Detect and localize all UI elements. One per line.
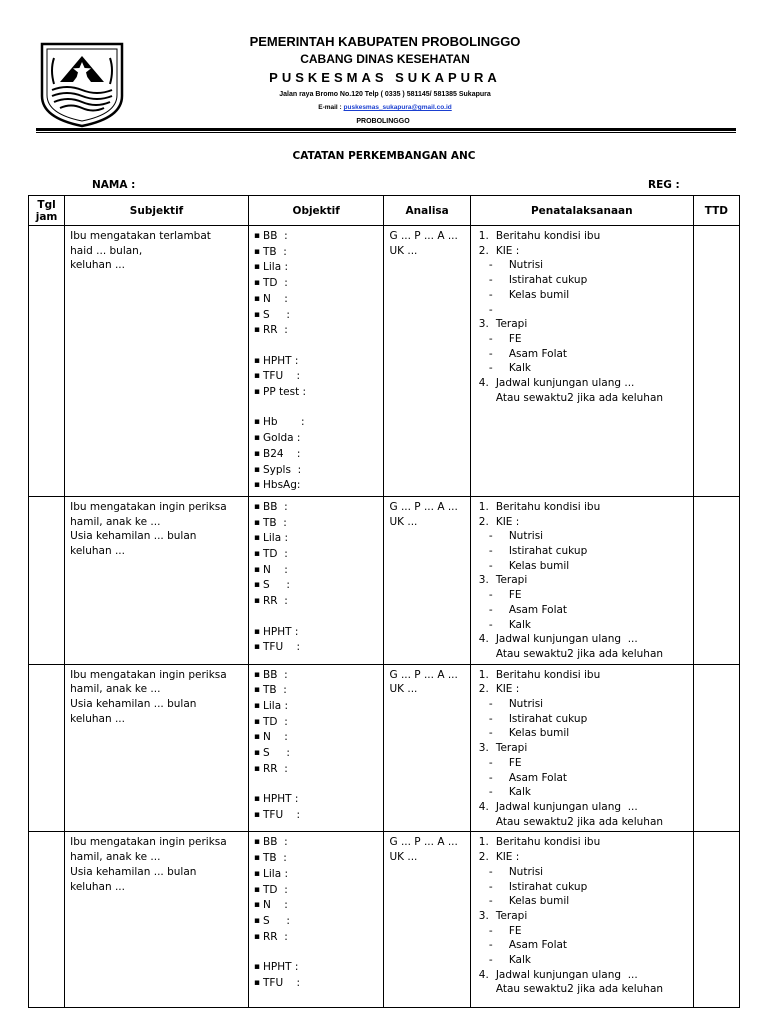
plan-numbered-item bbox=[471, 317, 689, 332]
anc-table bbox=[28, 195, 740, 1008]
table-row bbox=[29, 664, 740, 832]
dash-bullet: - bbox=[488, 288, 493, 301]
dash-bullet: - bbox=[488, 880, 493, 893]
objektif-spacer bbox=[254, 401, 380, 416]
plan-sub-text: Istirahat cukup bbox=[508, 545, 588, 558]
address: Jalan raya Bromo No.120 Telp ( 0335 ) 581145/ 581385 Sukapura bbox=[279, 91, 491, 98]
plan-continuation: Atau sewaktu2 jika ada keluhan bbox=[495, 815, 664, 828]
objektif-label: Lila : bbox=[263, 700, 289, 713]
plan-item-text: Terapi bbox=[495, 909, 528, 922]
plan-item-number: 3. bbox=[478, 318, 489, 331]
objektif-spacer bbox=[254, 778, 380, 793]
table-header-row bbox=[29, 196, 740, 226]
subjektif-line: Ibu mengatakan ingin periksa bbox=[70, 500, 227, 513]
plan-item-number: 1. bbox=[478, 668, 489, 681]
subjektif-line: keluhan ... bbox=[70, 545, 125, 558]
dash-bullet: - bbox=[488, 530, 493, 543]
plan-item-number: 2. bbox=[478, 244, 489, 257]
objektif-label: TFU : bbox=[263, 808, 301, 821]
objektif-label: TB : bbox=[263, 516, 287, 529]
objektif-label: BB : bbox=[263, 500, 288, 513]
objektif-label: S : bbox=[263, 308, 290, 321]
plan-sub-item bbox=[471, 559, 689, 574]
dash-bullet: - bbox=[488, 865, 493, 878]
analisa-line: G ... P ... A ... bbox=[389, 836, 458, 849]
objektif-item bbox=[254, 323, 380, 339]
subjektif-line: keluhan ... bbox=[70, 259, 125, 272]
plan-sub-text: Asam Folat bbox=[508, 603, 568, 616]
objektif-label: HPHT : bbox=[263, 625, 299, 638]
plan-numbered-item bbox=[471, 909, 689, 924]
objektif-item bbox=[254, 594, 380, 610]
objektif-item bbox=[254, 578, 380, 594]
plan-item-text: Terapi bbox=[495, 742, 528, 755]
plan-sub-text: FE bbox=[508, 924, 522, 937]
plan-sub-item bbox=[471, 303, 689, 318]
plan-sub-item bbox=[471, 332, 689, 347]
plan-sub-item bbox=[471, 712, 689, 727]
email-line bbox=[220, 102, 550, 114]
objektif-spacer bbox=[254, 945, 380, 960]
objektif-label: TFU : bbox=[263, 976, 301, 989]
dash-bullet: - bbox=[488, 362, 493, 375]
objektif-spacer bbox=[254, 339, 380, 354]
objektif-item bbox=[254, 516, 380, 532]
dash-bullet: - bbox=[488, 274, 493, 287]
subjektif-line: hamil, anak ke ... bbox=[70, 683, 161, 696]
plan-item-number: 2. bbox=[478, 515, 489, 528]
objektif-label: TD : bbox=[263, 277, 288, 290]
dash-bullet: - bbox=[488, 347, 493, 360]
objektif-label: TB : bbox=[263, 684, 287, 697]
plan-numbered-item bbox=[471, 376, 689, 391]
plan-sub-item bbox=[471, 697, 689, 712]
plan-sub-item bbox=[471, 785, 689, 800]
dash-bullet: - bbox=[488, 712, 493, 725]
objektif-label: TD : bbox=[263, 883, 288, 896]
objektif-item bbox=[254, 292, 380, 308]
email-link[interactable]: puskesmas_sukapura@gmail.co.id bbox=[343, 104, 452, 111]
plan-continuation: Atau sewaktu2 jika ada keluhan bbox=[495, 647, 664, 660]
objektif-label: S : bbox=[263, 747, 290, 760]
plan-item-text: KIE : bbox=[495, 515, 520, 528]
plan-item-text: Terapi bbox=[495, 574, 528, 587]
dash-bullet: - bbox=[488, 771, 493, 784]
dash-bullet: - bbox=[488, 924, 493, 937]
plan-sub-text: Asam Folat bbox=[508, 771, 568, 784]
analisa-cell[interactable] bbox=[384, 226, 470, 497]
institution-name: PUSKESMAS SUKAPURA bbox=[269, 70, 501, 85]
plan-item-text: Beritahu kondisi ibu bbox=[495, 836, 601, 849]
subjektif-cell[interactable] bbox=[65, 226, 249, 497]
plan-sub-text: Kelas bumil bbox=[508, 895, 570, 908]
dash-bullet: - bbox=[488, 259, 493, 272]
plan-sub-item bbox=[471, 361, 689, 376]
objektif-label: TFU : bbox=[263, 641, 301, 654]
plan-item-number: 1. bbox=[478, 230, 489, 242]
plan-numbered-item bbox=[471, 968, 689, 983]
letterhead-rule-thin bbox=[36, 132, 736, 133]
subjektif-line: hamil, anak ke ... bbox=[70, 515, 161, 528]
plan-numbered-item bbox=[471, 632, 689, 647]
table-row bbox=[29, 226, 740, 497]
dash-bullet: - bbox=[488, 589, 493, 602]
subjektif-line: Ibu mengatakan terlambat bbox=[70, 230, 211, 242]
header-analisa: Analisa bbox=[384, 196, 470, 226]
plan-sub-item bbox=[471, 529, 689, 544]
header-tgl-jam: Tgl jam bbox=[29, 196, 65, 226]
objektif-item bbox=[254, 808, 380, 824]
plan-sub-item bbox=[471, 603, 689, 618]
city-name: PROBOLINGGO bbox=[356, 118, 410, 125]
subjektif-line: haid ... bulan, bbox=[70, 244, 143, 257]
plan-sub-item bbox=[471, 756, 689, 771]
header-subjektif: Subjektif bbox=[65, 196, 249, 226]
plan-sub-item bbox=[471, 273, 689, 288]
plan-item-number: 2. bbox=[478, 683, 489, 696]
plan-numbered-item bbox=[471, 515, 689, 530]
objektif-label: Sypls : bbox=[263, 463, 302, 476]
objektif-label: Golda : bbox=[263, 432, 301, 445]
dash-bullet: - bbox=[488, 559, 493, 572]
objektif-label: RR : bbox=[263, 324, 288, 337]
penatalaksanaan-cell[interactable] bbox=[470, 496, 693, 664]
plan-item-number: 4. bbox=[478, 968, 489, 981]
form-title: CATATAN PERKEMBANGAN ANC bbox=[292, 150, 476, 162]
tgl-jam-cell[interactable] bbox=[29, 226, 65, 497]
objektif-item bbox=[254, 883, 380, 899]
penatalaksanaan-cell[interactable] bbox=[470, 226, 693, 497]
plan-sub-text: Kalk bbox=[508, 786, 531, 799]
plan-item-text: Terapi bbox=[495, 318, 528, 331]
plan-item-text: Beritahu kondisi ibu bbox=[495, 668, 601, 681]
objektif-item bbox=[254, 851, 380, 867]
objektif-label: PP test : bbox=[263, 386, 307, 399]
nama-label: NAMA : bbox=[92, 179, 136, 191]
plan-sub-item bbox=[471, 288, 689, 303]
objektif-item bbox=[254, 914, 380, 930]
dash-bullet: - bbox=[488, 727, 493, 740]
penatalaksanaan-cell[interactable] bbox=[470, 664, 693, 832]
objektif-label: Lila : bbox=[263, 261, 289, 274]
objektif-item bbox=[254, 746, 380, 762]
dash-bullet: - bbox=[488, 939, 493, 952]
plan-numbered-item bbox=[471, 850, 689, 865]
objektif-item bbox=[254, 960, 380, 976]
dash-bullet: - bbox=[488, 698, 493, 711]
subjektif-cell[interactable] bbox=[65, 496, 249, 664]
objektif-label: Lila : bbox=[263, 532, 289, 545]
plan-item-number: 3. bbox=[478, 742, 489, 755]
plan-item-text: Jadwal kunjungan ulang ... bbox=[495, 800, 638, 813]
plan-item-text: Beritahu kondisi ibu bbox=[495, 500, 601, 513]
regency-emblem-icon bbox=[38, 38, 126, 128]
ttd-cell[interactable] bbox=[693, 226, 739, 497]
objektif-item bbox=[254, 563, 380, 579]
plan-numbered-item bbox=[471, 573, 689, 588]
plan-sub-item bbox=[471, 894, 689, 909]
objektif-label: N : bbox=[263, 899, 288, 912]
plan-numbered-item bbox=[471, 741, 689, 756]
plan-sub-text: Nutrisi bbox=[508, 530, 544, 543]
plan-item-number: 4. bbox=[478, 377, 489, 390]
plan-numbered-item bbox=[471, 835, 689, 850]
plan-continuation: Atau sewaktu2 jika ada keluhan bbox=[495, 391, 664, 404]
subjektif-line: keluhan ... bbox=[70, 880, 125, 893]
objektif-item bbox=[254, 898, 380, 914]
objektif-label: HPHT : bbox=[263, 961, 299, 973]
subjektif-line: keluhan ... bbox=[70, 712, 125, 725]
plan-sub-item bbox=[471, 544, 689, 559]
plan-item-number: 3. bbox=[478, 574, 489, 587]
plan-sub-item bbox=[471, 771, 689, 786]
plan-numbered-item bbox=[471, 244, 689, 259]
objektif-item bbox=[254, 245, 380, 261]
analisa-cell[interactable] bbox=[384, 496, 470, 664]
objektif-label: TB : bbox=[263, 852, 287, 865]
objektif-label: Lila : bbox=[263, 867, 289, 880]
plan-sub-text: Nutrisi bbox=[508, 865, 544, 878]
tgl-jam-cell[interactable] bbox=[29, 496, 65, 664]
plan-sub-text: Nutrisi bbox=[508, 698, 544, 711]
plan-item-text: Jadwal kunjungan ulang ... bbox=[495, 633, 638, 646]
plan-numbered-item bbox=[471, 500, 689, 515]
objektif-item bbox=[254, 229, 380, 245]
table-row bbox=[29, 496, 740, 664]
plan-item-text: KIE : bbox=[495, 851, 520, 864]
plan-numbered-item bbox=[471, 682, 689, 697]
plan-item-text: Jadwal kunjungan ulang ... bbox=[495, 968, 638, 981]
plan-sub-text: Kelas bumil bbox=[508, 559, 570, 572]
plan-item-number: 1. bbox=[478, 500, 489, 513]
objektif-item bbox=[254, 500, 380, 516]
objektif-label: N : bbox=[263, 731, 288, 744]
objektif-label: HPHT : bbox=[263, 354, 299, 367]
ttd-cell[interactable] bbox=[693, 664, 739, 832]
plan-sub-text: FE bbox=[508, 756, 522, 769]
table-row bbox=[29, 832, 740, 1008]
plan-sub-text: Kelas bumil bbox=[508, 727, 570, 740]
plan-item-number: 4. bbox=[478, 800, 489, 813]
header-objektif: Objektif bbox=[248, 196, 384, 226]
objektif-label: HbsAg: bbox=[263, 479, 301, 492]
objektif-item bbox=[254, 354, 380, 370]
plan-sub-item bbox=[471, 880, 689, 895]
plan-item-number: 2. bbox=[478, 851, 489, 864]
objektif-item bbox=[254, 276, 380, 292]
objektif-label: TD : bbox=[263, 548, 288, 561]
objektif-item bbox=[254, 762, 380, 778]
plan-item-number: 3. bbox=[478, 909, 489, 922]
dash-bullet: - bbox=[488, 954, 493, 967]
objektif-item bbox=[254, 792, 380, 808]
objektif-item bbox=[254, 625, 380, 641]
analisa-line: UK ... bbox=[389, 244, 418, 257]
objektif-item bbox=[254, 976, 380, 992]
subjektif-line: Ibu mengatakan ingin periksa bbox=[70, 836, 227, 849]
header-penatalaksanaan: Penatalaksanaan bbox=[470, 196, 693, 226]
objektif-item bbox=[254, 369, 380, 385]
objektif-label: B24 : bbox=[263, 447, 301, 460]
analisa-line: UK ... bbox=[389, 515, 418, 528]
plan-item-text: KIE : bbox=[495, 244, 520, 257]
objektif-item bbox=[254, 730, 380, 746]
plan-item-number: 4. bbox=[478, 633, 489, 646]
objektif-label: S : bbox=[263, 914, 290, 927]
objektif-label: TFU : bbox=[263, 370, 301, 383]
tgl-jam-cell[interactable] bbox=[29, 664, 65, 832]
objektif-label: TD : bbox=[263, 715, 288, 728]
analisa-line: G ... P ... A ... bbox=[389, 230, 458, 242]
objektif-label: HPHT : bbox=[263, 793, 299, 806]
analisa-line: G ... P ... A ... bbox=[389, 500, 458, 513]
objektif-item bbox=[254, 835, 380, 851]
objektif-item bbox=[254, 415, 380, 431]
plan-item-text: KIE : bbox=[495, 683, 520, 696]
plan-sub-item bbox=[471, 347, 689, 362]
subjektif-cell[interactable] bbox=[65, 664, 249, 832]
objektif-spacer bbox=[254, 610, 380, 625]
dash-bullet: - bbox=[488, 545, 493, 558]
plan-sub-text: Istirahat cukup bbox=[508, 880, 588, 893]
reg-label: REG : bbox=[648, 179, 680, 191]
tgl-jam-cell[interactable] bbox=[29, 832, 65, 1008]
objektif-label: RR : bbox=[263, 930, 288, 943]
dash-bullet: - bbox=[488, 786, 493, 799]
plan-item-number: 1. bbox=[478, 836, 489, 849]
plan-sub-text: FE bbox=[508, 589, 522, 602]
objektif-label: BB : bbox=[263, 836, 288, 849]
plan-continuation: Atau sewaktu2 jika ada keluhan bbox=[495, 983, 664, 996]
objektif-item bbox=[254, 531, 380, 547]
ttd-cell[interactable] bbox=[693, 832, 739, 1008]
objektif-item bbox=[254, 668, 380, 684]
objektif-item bbox=[254, 867, 380, 883]
objektif-label: RR : bbox=[263, 762, 288, 775]
header-ttd: TTD bbox=[693, 196, 739, 226]
letterhead-rule-thick bbox=[36, 128, 736, 131]
objektif-item bbox=[254, 260, 380, 276]
analisa-line: G ... P ... A ... bbox=[389, 668, 458, 681]
plan-sub-text: Asam Folat bbox=[508, 939, 568, 952]
plan-sub-text: Istirahat cukup bbox=[508, 712, 588, 725]
objektif-item bbox=[254, 683, 380, 699]
plan-sub-text: Kalk bbox=[508, 618, 531, 631]
analisa-line: UK ... bbox=[389, 851, 418, 864]
plan-sub-text: Nutrisi bbox=[508, 259, 544, 272]
objektif-cell[interactable] bbox=[248, 226, 384, 497]
plan-item-text: Jadwal kunjungan ulang ... bbox=[495, 377, 635, 390]
email-label: E-mail : bbox=[318, 104, 342, 111]
subjektif-line: Usia kehamilan ... bulan bbox=[70, 865, 197, 878]
plan-sub-item bbox=[471, 258, 689, 273]
plan-sub-item bbox=[471, 865, 689, 880]
plan-sub-item bbox=[471, 938, 689, 953]
plan-sub-text: Kalk bbox=[508, 954, 531, 967]
department-name: CABANG DINAS KESEHATAN bbox=[300, 52, 470, 66]
penatalaksanaan-cell[interactable] bbox=[470, 832, 693, 1008]
plan-numbered-item bbox=[471, 800, 689, 815]
objektif-label: RR : bbox=[263, 595, 288, 608]
objektif-item bbox=[254, 930, 380, 946]
subjektif-line: Usia kehamilan ... bulan bbox=[70, 698, 197, 711]
objektif-item bbox=[254, 547, 380, 563]
ttd-cell[interactable] bbox=[693, 496, 739, 664]
dash-bullet: - bbox=[488, 618, 493, 631]
dash-bullet: - bbox=[488, 303, 493, 316]
subjektif-line: hamil, anak ke ... bbox=[70, 851, 161, 864]
objektif-label: N : bbox=[263, 563, 288, 576]
dash-bullet: - bbox=[488, 756, 493, 769]
objektif-label: N : bbox=[263, 292, 288, 305]
objektif-label: BB : bbox=[263, 668, 288, 681]
objektif-item bbox=[254, 447, 380, 463]
objektif-item bbox=[254, 385, 380, 401]
plan-sub-item bbox=[471, 924, 689, 939]
objektif-item bbox=[254, 715, 380, 731]
government-name: PEMERINTAH KABUPATEN PROBOLINGGO bbox=[249, 34, 521, 49]
analisa-cell[interactable] bbox=[384, 832, 470, 1008]
plan-sub-text: Kalk bbox=[508, 362, 531, 375]
subjektif-cell[interactable] bbox=[65, 832, 249, 1008]
plan-sub-text: Istirahat cukup bbox=[508, 274, 588, 287]
plan-sub-item bbox=[471, 953, 689, 968]
objektif-label: TB : bbox=[263, 245, 287, 258]
objektif-cell[interactable] bbox=[248, 832, 384, 1008]
objektif-cell[interactable] bbox=[248, 496, 384, 664]
plan-sub-text: Asam Folat bbox=[508, 347, 568, 360]
plan-numbered-item bbox=[471, 668, 689, 683]
plan-numbered-item bbox=[471, 229, 689, 244]
objektif-item bbox=[254, 640, 380, 656]
plan-item-text: Beritahu kondisi ibu bbox=[495, 230, 601, 242]
objektif-item bbox=[254, 463, 380, 479]
objektif-label: Hb : bbox=[263, 416, 305, 429]
dash-bullet: - bbox=[488, 603, 493, 616]
plan-sub-item bbox=[471, 618, 689, 633]
subjektif-line: Usia kehamilan ... bulan bbox=[70, 530, 197, 543]
objektif-item bbox=[254, 478, 380, 494]
objektif-item bbox=[254, 308, 380, 324]
plan-sub-text: Kelas bumil bbox=[508, 288, 570, 301]
dash-bullet: - bbox=[488, 895, 493, 908]
plan-sub-text: FE bbox=[508, 332, 522, 345]
analisa-line: UK ... bbox=[389, 683, 418, 696]
dash-bullet: - bbox=[488, 332, 493, 345]
objektif-cell[interactable] bbox=[248, 664, 384, 832]
objektif-label: BB : bbox=[263, 230, 288, 242]
analisa-cell[interactable] bbox=[384, 664, 470, 832]
objektif-item bbox=[254, 431, 380, 447]
subjektif-line: Ibu mengatakan ingin periksa bbox=[70, 668, 227, 681]
letterhead-text bbox=[220, 34, 550, 114]
plan-sub-item bbox=[471, 726, 689, 741]
objektif-label: S : bbox=[263, 579, 290, 592]
plan-sub-item bbox=[471, 588, 689, 603]
objektif-item bbox=[254, 699, 380, 715]
